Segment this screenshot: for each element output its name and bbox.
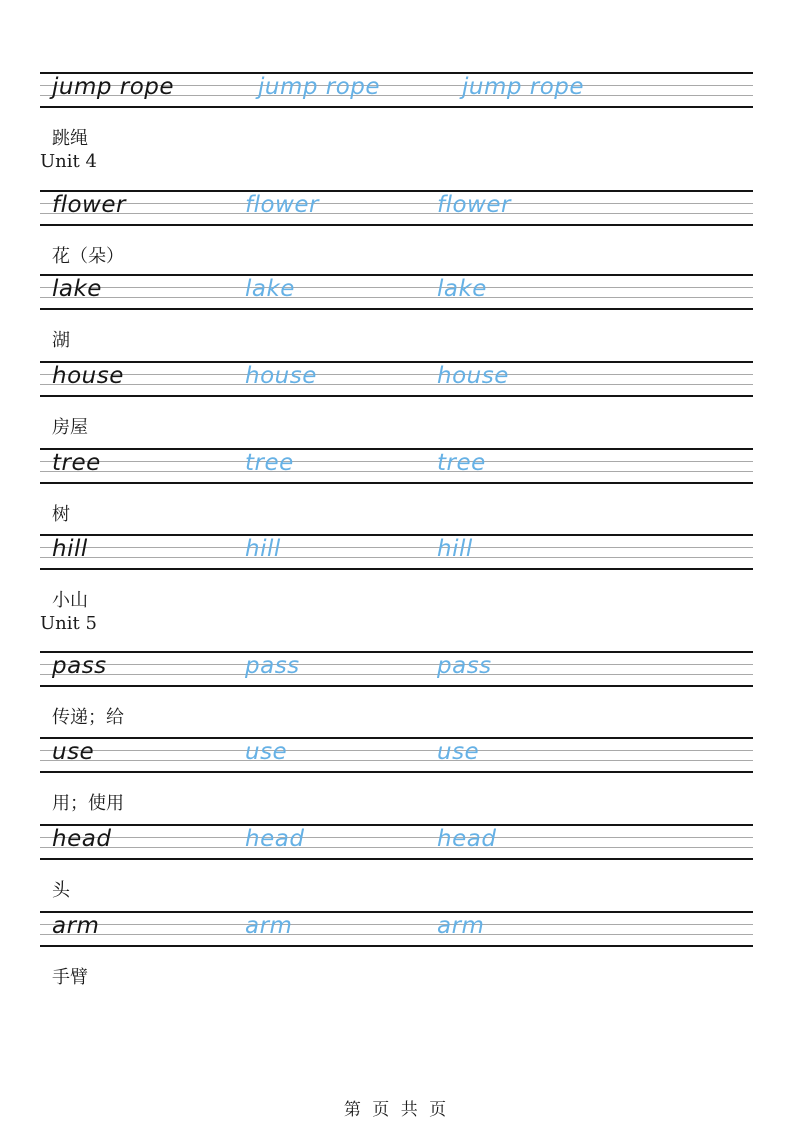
vocab-word-trace-1: tree — [245, 450, 294, 476]
vocab-word: use — [52, 739, 95, 765]
vocab-word: tree — [52, 450, 101, 476]
vocab-gloss: 花（朵） — [52, 246, 124, 267]
vocab-word-trace-1: house — [245, 363, 317, 389]
vocab-word: pass — [52, 653, 107, 679]
vocab-word-trace-1: use — [245, 739, 288, 765]
vocab-gloss: 头 — [52, 880, 70, 901]
vocab-word-trace-1: lake — [245, 276, 295, 302]
vocab-word: jump rope — [52, 74, 175, 100]
page-footer: 第 页 共 页 — [343, 1100, 450, 1120]
stave-line — [40, 924, 753, 925]
vocab-word: hill — [52, 536, 88, 562]
stave-line — [40, 461, 753, 462]
vocab-gloss: 树 — [52, 504, 70, 525]
vocab-gloss: 房屋 — [52, 417, 88, 438]
stave-line — [40, 847, 753, 848]
stave-line — [40, 750, 753, 751]
vocab-word-trace-2: pass — [437, 653, 492, 679]
stave-line — [40, 837, 753, 838]
unit-heading: Unit 5 — [40, 613, 97, 634]
vocab-word-trace-2: arm — [437, 913, 485, 939]
vocab-word: house — [52, 363, 124, 389]
stave-line — [40, 287, 753, 288]
stave-line — [40, 384, 753, 385]
stave-line — [40, 760, 753, 761]
vocab-gloss: 用；使用 — [52, 793, 124, 814]
vocab-word-trace-1: pass — [245, 653, 300, 679]
stave-line — [40, 471, 753, 472]
writing-stave — [40, 448, 753, 484]
vocab-word-trace-1: arm — [245, 913, 293, 939]
vocab-word-trace-1: hill — [245, 536, 281, 562]
writing-stave — [40, 651, 753, 687]
vocab-word-trace-2: use — [437, 739, 480, 765]
stave-line — [40, 213, 753, 214]
vocab-word: lake — [52, 276, 102, 302]
writing-stave — [40, 534, 753, 570]
unit-heading: Unit 4 — [40, 151, 97, 172]
vocab-gloss: 手臂 — [52, 967, 88, 988]
stave-line — [40, 934, 753, 935]
vocab-word-trace-2: head — [437, 826, 497, 852]
vocab-gloss: 传递；给 — [52, 707, 124, 728]
vocab-word-trace-2: lake — [437, 276, 487, 302]
vocab-word-trace-2: flower — [437, 192, 511, 218]
vocab-word-trace-1: jump rope — [258, 74, 381, 100]
vocab-word-trace-1: flower — [245, 192, 319, 218]
stave-line — [40, 557, 753, 558]
stave-line — [40, 203, 753, 204]
vocab-gloss: 小山 — [52, 590, 88, 611]
stave-line — [40, 674, 753, 675]
stave-line — [40, 664, 753, 665]
vocab-word-trace-1: head — [245, 826, 305, 852]
vocab-word-trace-2: tree — [437, 450, 486, 476]
vocab-word: head — [52, 826, 112, 852]
vocab-word: arm — [52, 913, 100, 939]
writing-stave — [40, 824, 753, 860]
writing-stave — [40, 72, 753, 108]
writing-stave — [40, 911, 753, 947]
writing-stave — [40, 190, 753, 226]
stave-line — [40, 297, 753, 298]
vocab-word: flower — [52, 192, 126, 218]
vocab-word-trace-2: jump rope — [462, 74, 585, 100]
vocab-word-trace-2: house — [437, 363, 509, 389]
writing-stave — [40, 737, 753, 773]
vocab-gloss: 湖 — [52, 330, 70, 351]
vocab-word-trace-2: hill — [437, 536, 473, 562]
stave-line — [40, 374, 753, 375]
writing-stave — [40, 361, 753, 397]
writing-stave — [40, 274, 753, 310]
vocab-gloss: 跳绳 — [52, 128, 88, 149]
stave-line — [40, 547, 753, 548]
